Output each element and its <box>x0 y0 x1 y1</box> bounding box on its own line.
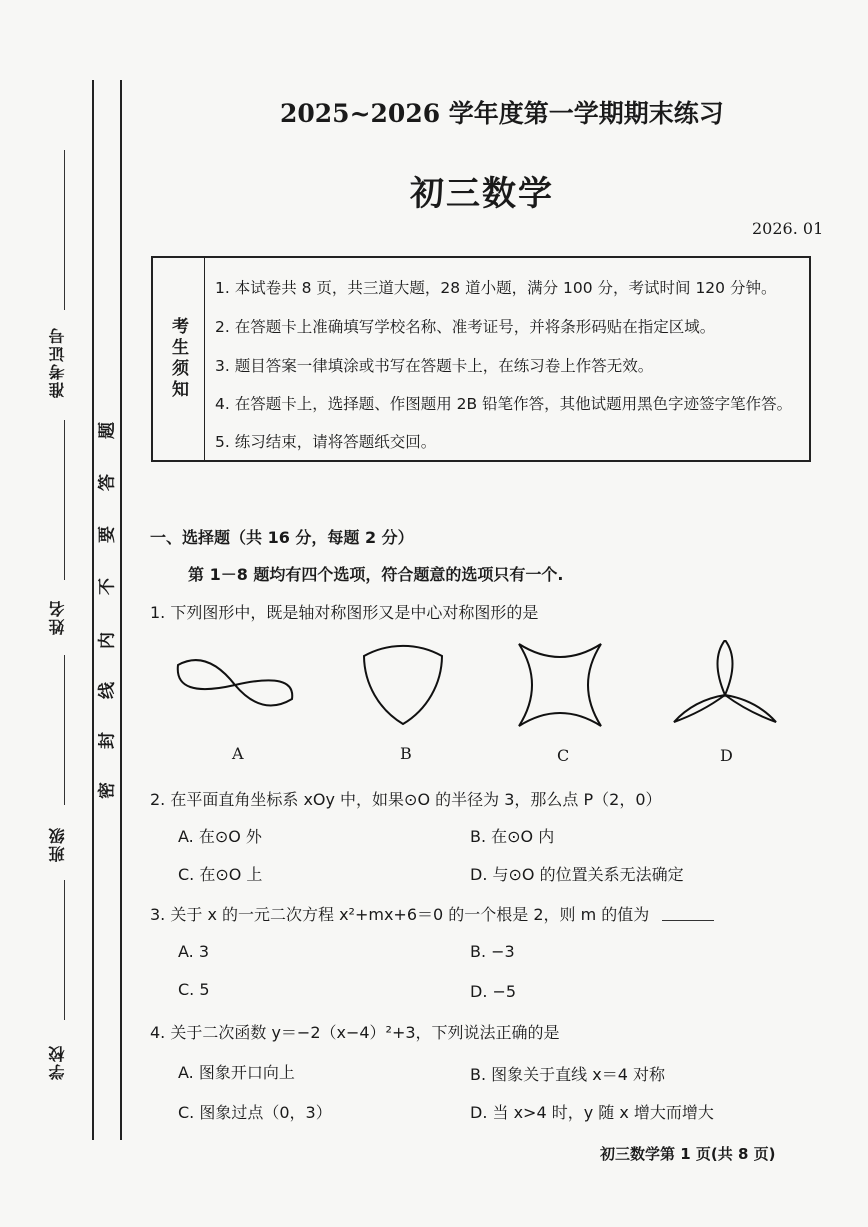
seal-char: 答 <box>97 474 118 491</box>
question-4-option-b: B. 图象关于直线 x＝4 对称 <box>470 1065 665 1084</box>
notice-item: 4. 在答题卡上，选择题、作图题用 2B 铅笔作答，其他试题用黑色字迹签字笔作答。 <box>215 395 793 413</box>
exam-id-label: 准考证号 <box>48 326 67 398</box>
question-2-option-b: B. 在⊙O 内 <box>470 827 555 846</box>
question-3-option-c: C. 5 <box>178 980 210 999</box>
seal-char: 线 <box>97 682 118 699</box>
notice-heading: 考生须知 <box>168 317 188 401</box>
figure-d-three-petals <box>672 640 778 726</box>
question-3-option-d: D. −5 <box>470 982 517 1001</box>
seal-char: 密 <box>97 782 118 799</box>
question-3-answer-blank <box>662 920 714 921</box>
notice-item: 3. 题目答案一律填涂或书写在答题卡上，在练习卷上作答无效。 <box>215 357 654 375</box>
exam-date: 2026. 01 <box>752 219 824 238</box>
question-4-stem: 4. 关于二次函数 y＝−2（x−4）²+3，下列说法正确的是 <box>150 1023 560 1042</box>
exam-title: 2025~2026 学年度第一学期期末练习 <box>280 99 724 128</box>
question-4-option-c: C. 图象过点（0，3） <box>178 1103 332 1122</box>
question-2-option-c: C. 在⊙O 上 <box>178 865 263 884</box>
question-3-option-a: A. 3 <box>178 942 210 961</box>
question-4-option-a: A. 图象开口向上 <box>178 1063 295 1082</box>
school-label: 学校 <box>48 1044 67 1080</box>
figure-a-double-leaf <box>172 655 298 717</box>
name-rule <box>64 420 65 580</box>
question-3-stem: 3. 关于 x 的一元二次方程 x²+mx+6＝0 的一个根是 2，则 m 的值为 <box>150 905 650 924</box>
page-footer: 初三数学第 1 页(共 8 页) <box>600 1145 776 1163</box>
seal-char: 要 <box>97 526 118 543</box>
subject-title: 初三数学 <box>410 174 554 214</box>
question-2-stem: 2. 在平面直角坐标系 xOy 中，如果⊙O 的半径为 3，那么点 P（2，0） <box>150 790 662 809</box>
figure-label-a: A <box>232 744 244 763</box>
notice-item: 2. 在答题卡上准确填写学校名称、准考证号，并将条形码贴在指定区域。 <box>215 318 716 336</box>
figure-c-concave-square <box>517 642 603 728</box>
binding-line-inner <box>120 80 122 1140</box>
seal-char: 题 <box>97 422 118 439</box>
question-3-option-b: B. −3 <box>470 942 515 961</box>
section-title: 一、选择题（共 16 分，每题 2 分） <box>150 528 414 547</box>
figure-b-reuleaux-triangle <box>358 640 448 728</box>
class-rule <box>64 655 65 805</box>
question-4-option-d: D. 当 x>4 时，y 随 x 增大而增大 <box>470 1103 714 1122</box>
notice-item: 1. 本试卷共 8 页，共三道大题，28 道小题，满分 100 分，考试时间 120 分钟。 <box>215 279 777 297</box>
school-rule <box>64 880 65 1020</box>
seal-char: 封 <box>97 732 118 749</box>
exam-id-rule <box>64 150 65 310</box>
notice-heading-cell <box>153 258 205 460</box>
name-label: 姓名 <box>48 599 67 635</box>
question-1-stem: 1. 下列图形中，既是轴对称图形又是中心对称图形的是 <box>150 603 539 622</box>
figure-label-d: D <box>720 746 733 765</box>
candidate-notice-box <box>151 256 811 462</box>
binding-line-outer <box>92 80 94 1140</box>
question-2-option-d: D. 与⊙O 的位置关系无法确定 <box>470 865 684 884</box>
section-instruction: 第 1－8 题均有四个选项，符合题意的选项只有一个. <box>188 565 564 584</box>
figure-label-c: C <box>557 746 570 765</box>
class-label: 班级 <box>48 826 67 862</box>
notice-item: 5. 练习结束，请将答题纸交回。 <box>215 433 437 451</box>
figure-label-b: B <box>400 744 412 763</box>
question-2-option-a: A. 在⊙O 外 <box>178 827 262 846</box>
seal-char: 不 <box>97 578 118 595</box>
seal-char: 内 <box>97 632 118 649</box>
